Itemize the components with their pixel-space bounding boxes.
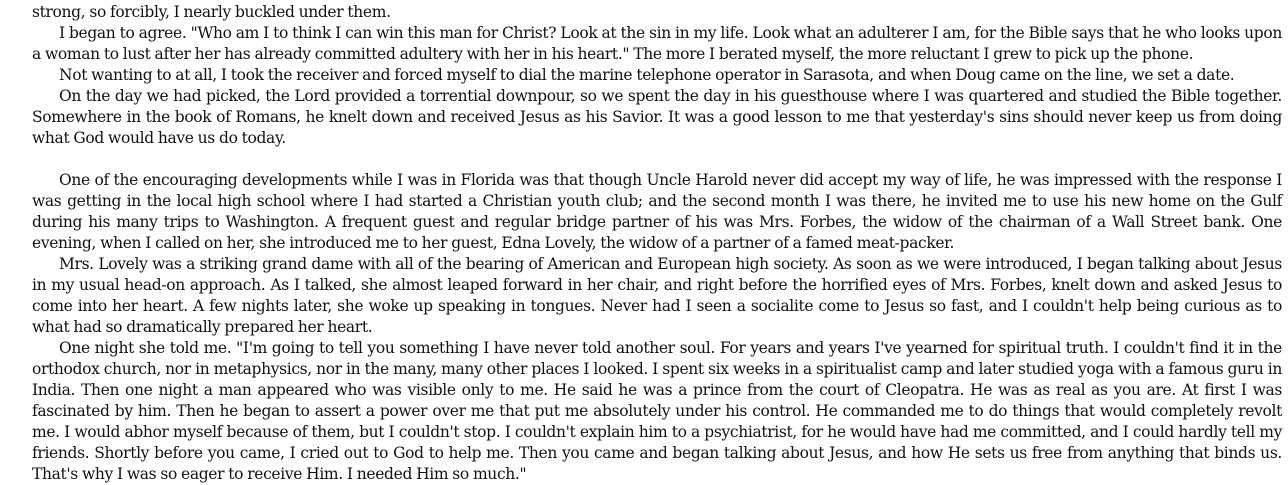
paragraph-4: On the day we had picked, the Lord provided a torrential downpour, so we spent the day in his guesthouse where I was quartered and studied the Bible together. Somewhere in the book of Romans, he knelt down and received Jesus as his Savior. It was a good lesson to me that yesterday's sins should never keep us from doing what God would have us do today. (32, 87, 1282, 147)
paragraph-3: Not wanting to at all, I took the receiver and forced myself to dial the marine telephone operator in Sarasota, and when Doug came on the line, we set a date. (59, 66, 1235, 84)
document-page (32, 2, 1282, 485)
paragraph-7: One night she told me. "I'm going to tell you something I have never told another soul. For years and years I've yearned for spiritual truth. I couldn't find it in the orthodox church, nor in metaphysics, nor in the many, many other places I looked. I spent six weeks in a spiritualist camp and later studied yoga with a famous guru in India. Then one night a man appeared who was visible only to me. He said he was a prince from the court of Cleopatra. He was as real as you are. At first I was fascinated by him. Then he began to assert a power over me that put me absolutely under his control. He commanded me to do things that would completely revolt me. I would abhor myself because of them, but I couldn't stop. I couldn't explain him to a psychiatrist, for he would have had me committed, and I could hardly tell my friends. Shortly before you came, I cried out to God to help me. Then you came and began talking about Jesus, and how He sets us free from anything that binds us. That's why I was so eager to receive Him. I needed Him so much." (32, 339, 1282, 483)
paragraph-5: One of the encouraging developments while I was in Florida was that though Uncle Harold never did accept my way of life, he was impressed with the response I was getting in the local high school where I had started a Christian youth club; and the second month I was there, he invited me to use his new home on the Gulf during his many trips to Washington. A frequent guest and regular bridge partner of his was Mrs. Forbes, the widow of the chairman of a Wall Street bank. One evening, when I called on her, she introduced me to her guest, Edna Lovely, the widow of a partner of a famed meat-packer. (32, 171, 1282, 252)
paragraph-2: I began to agree. "Who am I to think I can win this man for Christ? Look at the sin in my life. Look what an adulterer I am, for the Bible says that he who looks upon a woman to lust after her has already committed adultery with her in his heart." The more I berated myself, the more reluctant I grew to pick up the phone. (32, 24, 1282, 63)
paragraph-1: strong, so forcibly, I nearly buckled under them. (32, 3, 391, 21)
paragraph-6: Mrs. Lovely was a striking grand dame with all of the bearing of American and European high society. As soon as we were introduced, I began talking about Jesus in my usual head-on approach. As I talked, she almost leaped forward in her chair, and right before the horrified eyes of Mrs. Forbes, knelt down and asked Jesus to come into her heart. A few nights later, she woke up speaking in tongues. Never had I seen a socialite come to Jesus so fast, and I couldn't help being curious as to what had so dramatically prepared her heart. (32, 255, 1282, 336)
